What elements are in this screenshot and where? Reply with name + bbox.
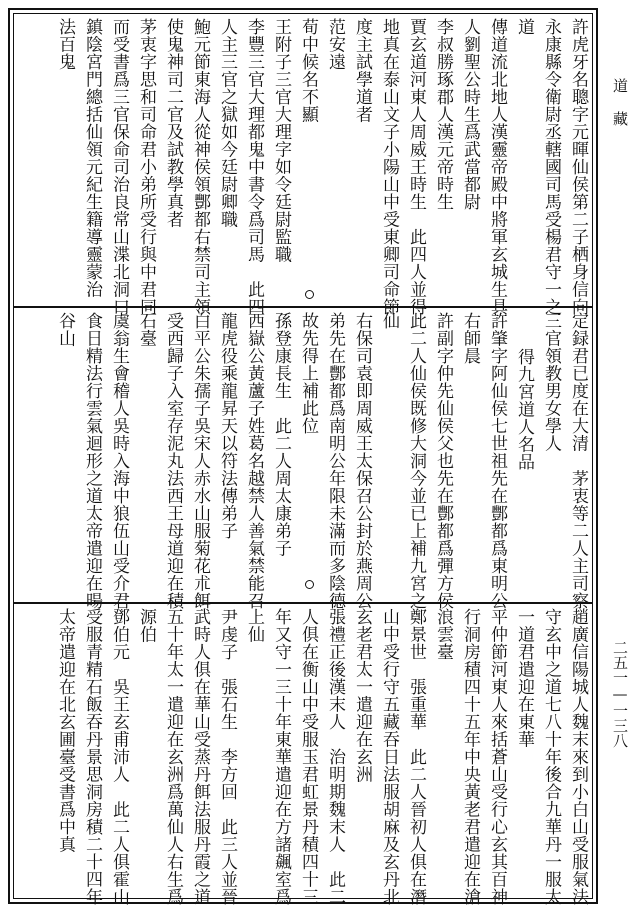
page-frame (8, 8, 598, 904)
text-column: 上仙 (244, 608, 264, 643)
text-column: 定録君已度在大清 茅衷等二人主司察 (568, 312, 588, 610)
text-column: 而受書爲三官保命司治良常山渫北洞口 (109, 18, 129, 316)
text-panel-top (14, 14, 592, 316)
text-column: 李叔勝琢郡人漢元帝時生 (433, 18, 453, 211)
text-column: 仙 (379, 312, 399, 330)
section-marker-circle (305, 290, 314, 299)
text-column: 道 (514, 18, 534, 36)
text-column: 武時人俱在華山受蒸丹餌法服丹霞之道 (190, 608, 210, 906)
text-column: 王附子三官大理字如令廷尉監職 (271, 18, 291, 263)
section-marker-circle (305, 580, 314, 589)
text-column: 三官領教男女學人 (541, 312, 561, 452)
text-column: 鎮陰宮門總括仙領元紀生籍導靈蒙治 (82, 18, 102, 298)
text-column: 范安遠 (325, 18, 345, 71)
text-column: 李豐三官大理都鬼中書令爲司馬 此四 (244, 18, 264, 316)
text-column: 五十年太一遣迎在玄洲爲萬仙人右生爲 (163, 608, 183, 906)
text-column: 弟先在酆都爲南明公年限未滿而多陰德 (325, 312, 345, 610)
text-column: 使鬼神司二官及試教學真者 (163, 18, 183, 228)
text-column: 源伯 (136, 608, 156, 643)
text-column: 鄭景世 張重華 此二人晉初人俱在潛 (406, 608, 426, 906)
text-column: 太帝遣迎在北玄圃臺受書爲中真 (55, 608, 75, 853)
text-column: 茅衷字思和司命君小弟所受行與中君同 (136, 18, 156, 316)
text-panel-bottom (14, 604, 592, 906)
text-column: 行洞房積四十五年中央黃老君遣迎在滄 (460, 608, 480, 906)
text-panel-middle (14, 308, 592, 610)
text-column: 許虎牙名聰字元暉仙侯第二子栖身信向 (568, 18, 588, 316)
text-column: 法百鬼 (55, 18, 75, 71)
text-column: 鮑元節東海人從神侯領酆都右禁司主領 (190, 18, 210, 316)
text-column: 度主試學道者 (352, 18, 372, 123)
text-column: 石臺 (136, 312, 156, 347)
text-column: 受服青精石飯吞丹景思洞房積二十四年 (82, 608, 102, 906)
text-column: 荀中候名不顯 (298, 18, 318, 123)
text-column: 食日精法行雲氣迴形之道太帝遣迎在暘 (82, 312, 102, 610)
text-column: 許肇字阿仙侯七世祖先在酆都爲東明公 (487, 312, 507, 610)
text-column: 虞翁生會稽人吳時入海中狼伍山受介君 (109, 312, 129, 610)
book-title-label: 道藏 (611, 78, 629, 144)
text-column: 人劉聖公時生爲武當都尉 (460, 18, 480, 211)
text-column: 張禮正後漢末人 治明期魏末人 此二 (325, 608, 345, 906)
text-column: 孫登康長生 此二人周太康弟子 (271, 312, 291, 557)
page-frame-inner (13, 13, 593, 906)
text-column: 年又守一三十年東華遣迎在方諸飆室爲 (271, 608, 291, 906)
text-column: 鄧伯元 吳王玄甫沛人 此二人俱霍山 (109, 608, 129, 906)
text-column: 趙廣信陽城人魏末來到小白山受服氣法 (568, 608, 588, 906)
text-column: 白平公朱孺子吳宋人赤水山服菊花朮餌 (190, 312, 210, 610)
text-column: 西嶽公黃蘆子姓葛名越禁人善氣禁能召 (244, 312, 264, 610)
text-column: 得九宮道人名品 (514, 348, 534, 471)
text-column: 一道君遣迎在東華 (514, 608, 534, 748)
text-column: 人主三官之獄如今廷尉卿職 (217, 18, 237, 228)
text-column: 受西歸子入室存泥丸法西王母道迎在積 (163, 312, 183, 610)
text-column: 右師晨 (460, 312, 480, 365)
text-column: 傳道流北地人漢靈帝殿中將軍玄城生具 (487, 18, 507, 316)
text-column: 永康縣令衛尉丞轄國司馬受楊君守一之 (541, 18, 561, 316)
text-column: 故先得上補此位 (298, 312, 318, 435)
text-column: 山中受行守五藏吞日法服胡麻及玄丹北 (379, 608, 399, 906)
text-column: 平仲節河東人來括蒼山受行心玄其百神 (487, 608, 507, 906)
text-column: 尹虔子 張石生 李方回 此三人並晉 (217, 608, 237, 906)
text-column: 賈玄道河東人周威王時生 此四人並得 (406, 18, 426, 316)
page-number-label: 二五一—一三八 (611, 640, 629, 748)
text-column: 玄老君太一遣迎在玄洲 (352, 608, 372, 783)
text-column: 守玄中之道七八十年後合九華丹一服太 (541, 608, 561, 906)
text-column: 右保司袁即周威王太保召公封於燕周公 (352, 312, 372, 610)
text-column: 地真在泰山文子小陽山中受東卿司命節 (379, 18, 399, 316)
text-column: 浪雲臺 (433, 608, 453, 661)
text-column: 此二人仙侯既修大洞今並已上補九宮之 (406, 312, 426, 610)
text-column: 龍虎役乘龍昇天以符法傳弟子 (217, 312, 237, 540)
text-column: 人俱在衡山中受服玉君虹景丹積四十三 (298, 608, 318, 906)
text-column: 許副字仲先仙侯父也先在酆都爲彈方侯 (433, 312, 453, 610)
text-column: 谷山 (55, 312, 75, 347)
